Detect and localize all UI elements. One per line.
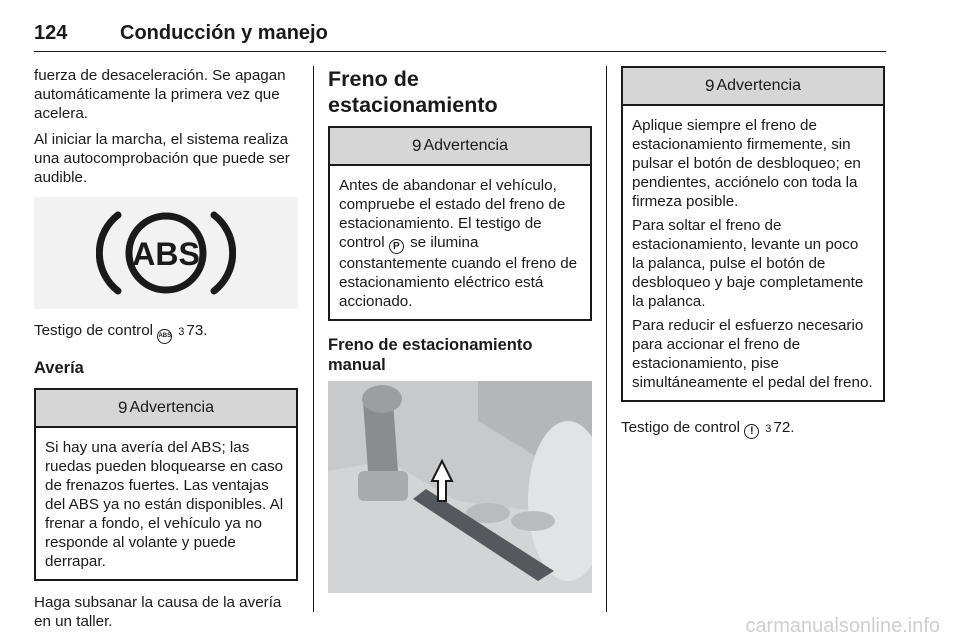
warning-text: Para reducir el esfuerzo necesario para accionar el freno de estacionamiento, pise simultáneamente el pedal del freno. [632, 317, 873, 391]
warning-text-part: Antes de abandonar el vehículo, compruebe el estado del freno de estacionamiento. El testigo de control [339, 177, 566, 251]
warning-triangle-icon: 9 [705, 76, 715, 95]
abs-indicator-icon: ABS [157, 329, 172, 344]
warning-title: Advertencia [716, 77, 801, 94]
warning-header [36, 390, 296, 428]
abs-figure [34, 197, 298, 309]
warning-text: Para soltar el freno de estacionamiento, levante un poco la palanca, pulse el botón de desbloqueo y baje completamente la palanca. [632, 217, 864, 310]
indicator-line [621, 418, 885, 439]
warning-body [36, 428, 296, 579]
paragraph: Al iniciar la marcha, el sistema realiza una autocomprobación que puede ser audible. [34, 131, 290, 186]
page-title: Conducción y manejo [120, 22, 328, 44]
page-ref-arrow-icon: 3 [178, 326, 185, 338]
section-heading: Freno de estacionamiento [328, 67, 498, 117]
warning-title: Advertencia [423, 137, 508, 154]
warning-header [623, 68, 883, 106]
warning-body [623, 106, 883, 400]
warning-triangle-icon: 9 [118, 398, 128, 417]
column-3 [621, 66, 885, 439]
warning-text: Aplique siempre el freno de estacionamiento firmemente, sin pulsar el botón de desbloqueo; en pendientes, acciónelo con toda la firmeza posible. [632, 117, 861, 210]
page-reference[interactable]: 73. [186, 322, 208, 339]
handbrake-illustration [328, 381, 592, 593]
column-divider-2 [606, 66, 607, 612]
page-header [34, 20, 886, 52]
warning-text: Si hay una avería del ABS; las ruedas pueden bloquearse en caso de frenazos fuertes. Las ventajas del ABS ya no están disponibles. Al frenar a fondo, el vehículo ya no responde al volante y puede derrapar. [45, 439, 284, 570]
warning-box [34, 388, 298, 581]
indicator-line [34, 321, 298, 344]
page-ref-arrow-icon: 3 [765, 423, 772, 435]
warning-text [339, 176, 581, 311]
paragraph: fuerza de desaceleración. Se apagan automáticamente la primera vez que acelera. [34, 67, 286, 122]
warning-triangle-icon: 9 [412, 136, 422, 155]
warning-box [621, 66, 885, 402]
abs-warning-icon [96, 207, 236, 299]
subsection-heading: Freno de estacionamiento manual [328, 336, 533, 374]
column-divider-1 [313, 66, 314, 612]
indicator-text: Testigo de control [621, 419, 741, 436]
handbrake-photo [328, 381, 592, 593]
fault-heading: Avería [34, 359, 84, 377]
warning-body [330, 166, 590, 319]
watermark: carmanualsonline.info [745, 615, 940, 637]
warning-text-part: se ilumina constantemente cuando el freno de estacionamiento eléctrico está accionado. [339, 234, 578, 310]
indicator-text: Testigo de control [34, 322, 154, 339]
page-number: 124 [34, 22, 68, 44]
page-reference[interactable]: 72. [773, 419, 795, 436]
parking-brake-indicator-icon: P [389, 239, 404, 254]
brake-indicator-icon: ! [744, 424, 759, 439]
abs-figure-label: ABS [132, 236, 200, 272]
column-1 [34, 66, 298, 631]
warning-title: Advertencia [129, 399, 214, 416]
paragraph: Haga subsanar la causa de la avería en un taller. [34, 594, 282, 630]
warning-box [328, 126, 592, 321]
column-2 [328, 66, 592, 593]
warning-header [330, 128, 590, 166]
